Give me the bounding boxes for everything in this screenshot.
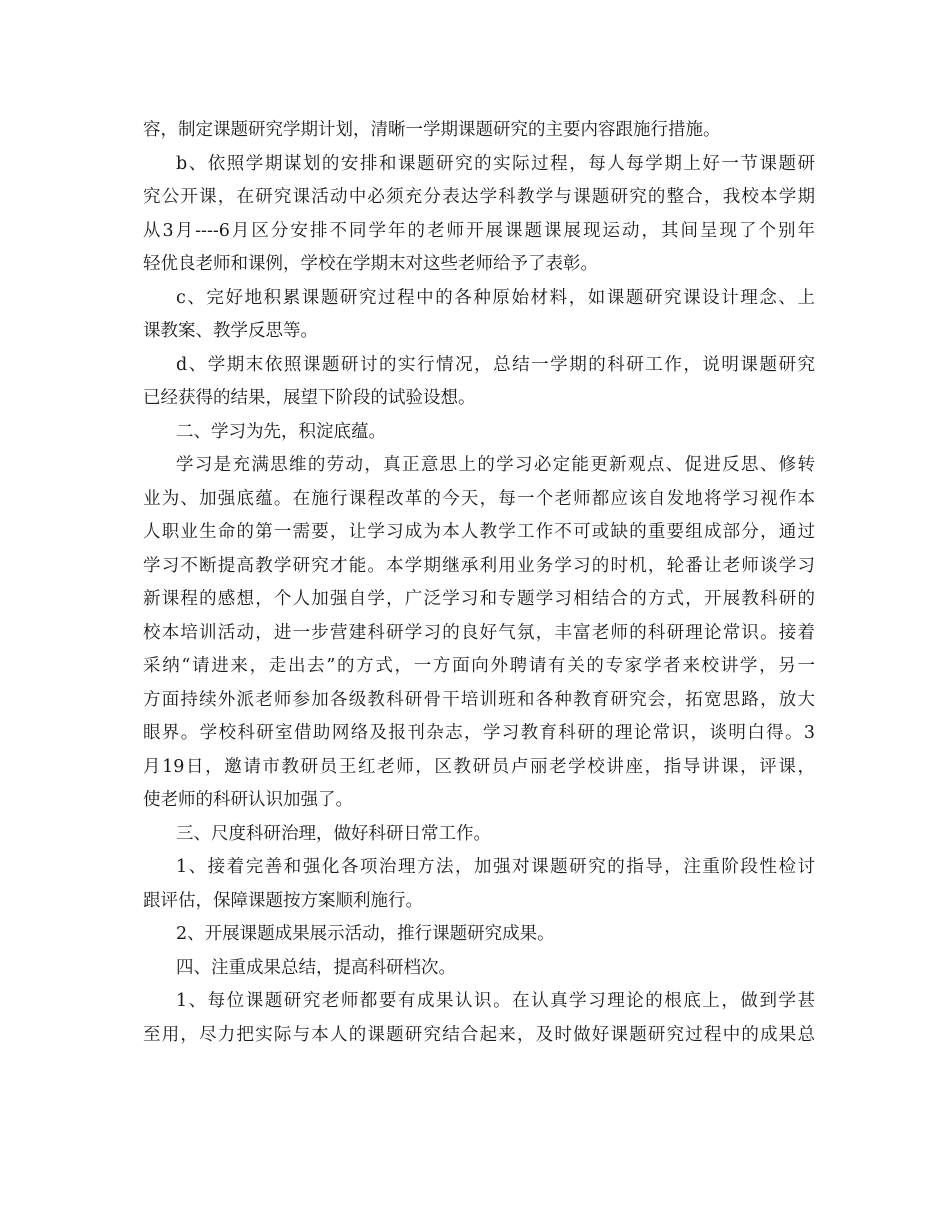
text-line: b、依照学期谋划的安排和课题研究的实际过程，每人每学期上好一节课题研 [176, 153, 815, 174]
text-line: 二、学习为先，积淀底蕴。 [176, 421, 386, 442]
text-line: 方面持续外派老师参加各级教科研骨干培训班和各种教育研究会，拓宽思路，放大 [143, 689, 815, 710]
text-line: 三、尺度科研治理，做好科研日常工作。 [176, 823, 491, 844]
text-line: 究公开课，在研究课活动中必须充分表达学科教学与课题研究的整合，我校本学期 [143, 187, 815, 207]
text-line: 眼界。学校科研室借助网络及报刊杂志，学习教育科研的理论常识，谈明白得。3 [143, 723, 815, 743]
text-line: 跟评估，保障课题按方案顺利施行。 [143, 890, 423, 911]
text-line: 2、开展课题成果展示活动，推行课题研究成果。 [176, 924, 555, 944]
text-line: c、完好地积累课题研究过程中的各种原始材料，如课题研究课设计理念、上 [176, 287, 815, 308]
text-line: 采纳“请进来，走出去”的方式，一方面向外聘请有关的专家学者来校讲学，另一 [143, 656, 815, 676]
text-line: 课教案、教学反思等。 [143, 321, 318, 341]
text-line: 学习不断提高教学研究才能。本学期继承利用业务学习的时机，轮番让老师谈学习 [143, 555, 815, 576]
document-page [143, 114, 815, 1052]
text-line: 容，制定课题研究学期计划，清晰一学期课题研究的主要内容跟施行措施。 [143, 120, 721, 140]
text-line: 1、每位课题研究老师都要有成果认识。在认真学习理论的根底上，做到学甚 [176, 991, 815, 1011]
text-line: 学习是充满思维的劳动，真正意思上的学习必定能更新观点、促进反思、修转 [176, 455, 815, 475]
text-line: 1、接着完善和强化各项治理方法，加强对课题研究的指导，注重阶段性检讨 [176, 857, 815, 877]
text-line: 新课程的感想，个人加强自学，广泛学习和专题学习相结合的方式，开展教科研的 [143, 589, 815, 609]
text-line: 业为、加强底蕴。在施行课程改革的今天，每一个老师都应该自发地将学习视作本 [143, 488, 815, 509]
text-line: 四、注重成果总结，提高科研档次。 [176, 957, 456, 978]
text-line: 从3月----6月区分安排不同学年的老师开展课题课展现运动，其间呈现了个别年 [143, 220, 815, 241]
text-line: 校本培训活动，进一步营建科研学习的良好气氛，丰富老师的科研理论常识。接着 [143, 622, 815, 643]
text-line: 使老师的科研认识加强了。 [143, 790, 353, 810]
text-line: 至用，尽力把实际与本人的课题研究结合起来，及时做好课题研究过程中的成果总 [143, 1024, 815, 1045]
text-line: 月19日，邀请市教研员王红老师，区教研员卢丽老学校讲座，指导讲课，评课， [143, 756, 815, 777]
text-line: 人职业生命的第一需要，让学习成为本人教学工作不可或缺的重要组成部分，通过 [143, 522, 815, 542]
text-line: 已经获得的结果，展望下阶段的试验设想。 [143, 388, 476, 408]
text-line: 轻优良老师和课例，学校在学期末对这些老师给予了表彰。 [143, 254, 598, 274]
text-line: d、学期末依照课题研讨的实行情况，总结一学期的科研工作，说明课题研究 [176, 354, 815, 375]
